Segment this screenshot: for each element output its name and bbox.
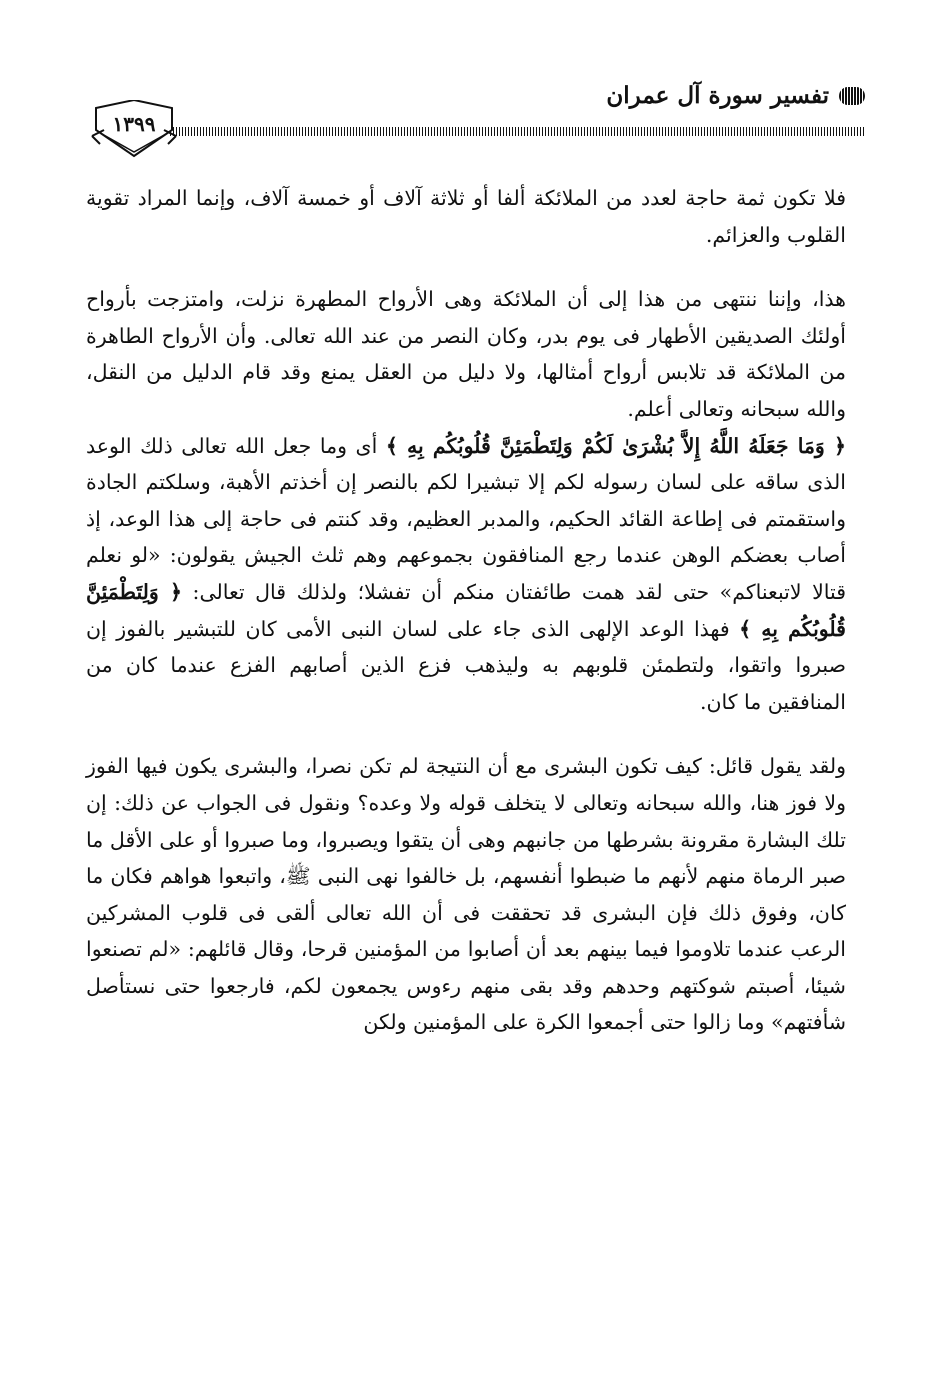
- page-number-badge: [90, 100, 178, 162]
- paragraph-3: [86, 428, 846, 721]
- header-rule: [170, 127, 865, 136]
- paragraph-4: ولقد يقول قائل: كيف تكون البشرى مع أن النتيجة لم تكن نصرا، والبشرى يكون فيها الفوز ولا فوز هنا، والله سبحانه وتعالى لا يتخلف قوله ولا وعده؟ ونقول فى الجواب عن ذلك: إن تلك البشارة مقرونة بشرطها من جانبهم وهى أن يتقوا ويصبروا، وما صبروا أو على الأقل ما صبر الرماة منهم لأنهم ما ضبطوا أنفسهم، بل خالفوا نهى النبى ﷺ، واتبعوا هواهم فكان ما كان، وفوق ذلك فإن البشرى قد تحققت فى أن الله تعالى ألقى فى قلوب المشركين الرعب عندما تلاوموا فيما بينهم بعد أن أصابوا من المؤمنين قرحا، وقال قائلهم: «لم تصنعوا شيئا، أصبتم شوكتهم وحدهم وقد بقى منهم رءوس يجمعون لكم، فارجعوا حتى نستأصل شأفتهم» وما زالوا حتى أجمعوا الكرة على المؤمنين ولكن: [86, 754, 846, 1035]
- page-number: ١٣٩٩: [112, 112, 156, 136]
- commentary-text: أى وما جعل الله تعالى ذلك الوعد الذى ساقه على لسان رسوله لكم إلا تبشيرا لكم بالنصر إن أخذتم الأهبة، وسلكتم الجادة واستقمتم فى إطاعة القائد الحكيم، والمدبر العظيم، وقد كنتم فى حاجة إلى هذا الوعد، إذ أصاب بعضكم الوهن عندما رجع المنافقون بجموعهم وهم ثلث الجيش يقولون: «لو نعلم قتالا لاتبعناكم» حتى لقد همت طائفتان منكم أن تفشلا؛ ولذلك قال تعالى:: [86, 433, 846, 604]
- body-text: [86, 180, 846, 1041]
- paragraph-1: فلا تكون ثمة حاجة لعدد من الملائكة ألفا أو ثلاثة آلاف أو خمسة آلاف، وإنما المراد تقوية القلوب والعزائم.: [86, 186, 846, 247]
- page-header: [90, 70, 865, 165]
- paragraph-2: هذا، وإننا ننتهى من هذا إلى أن الملائكة وهى الأرواح المطهرة نزلت، وامتزجت بأرواح أولئك الصديقين الأطهار فى يوم بدر، وكان النصر من عند الله تعالى. وأن الأرواح الطاهرة من الملائكة قد تلابس أرواح أمثالها، ولا دليل من العقل يمنع وقد قام الدليل من النقل، والله سبحانه وتعالى أعلم.: [86, 287, 846, 421]
- running-title: [606, 82, 865, 109]
- surah-title: تفسير سورة آل عمران: [606, 82, 829, 109]
- commentary-text-2: فهذا الوعد الإلهى الذى جاء على لسان النبى الأمى كان للتبشير بالفوز إن صبروا واتقوا، ولتطمئن قلوبهم به وليذهب فزع الذين أصابهم الفزع عندما كان من المنافقين ما كان.: [86, 616, 846, 714]
- quran-verse-2: ﴿ وَلِتَطْمَئِنَّ قُلُوبُكُم بِهِ ﴾: [86, 579, 846, 641]
- quran-verse: ﴿ وَمَا جَعَلَهُ اللَّهُ إِلاَّ بُشْرَىٰ لَكُمْ وَلِتَطْمَئِنَّ قُلُوبُكُم بِهِ ﴾: [385, 433, 847, 458]
- ornament-icon: [839, 87, 865, 105]
